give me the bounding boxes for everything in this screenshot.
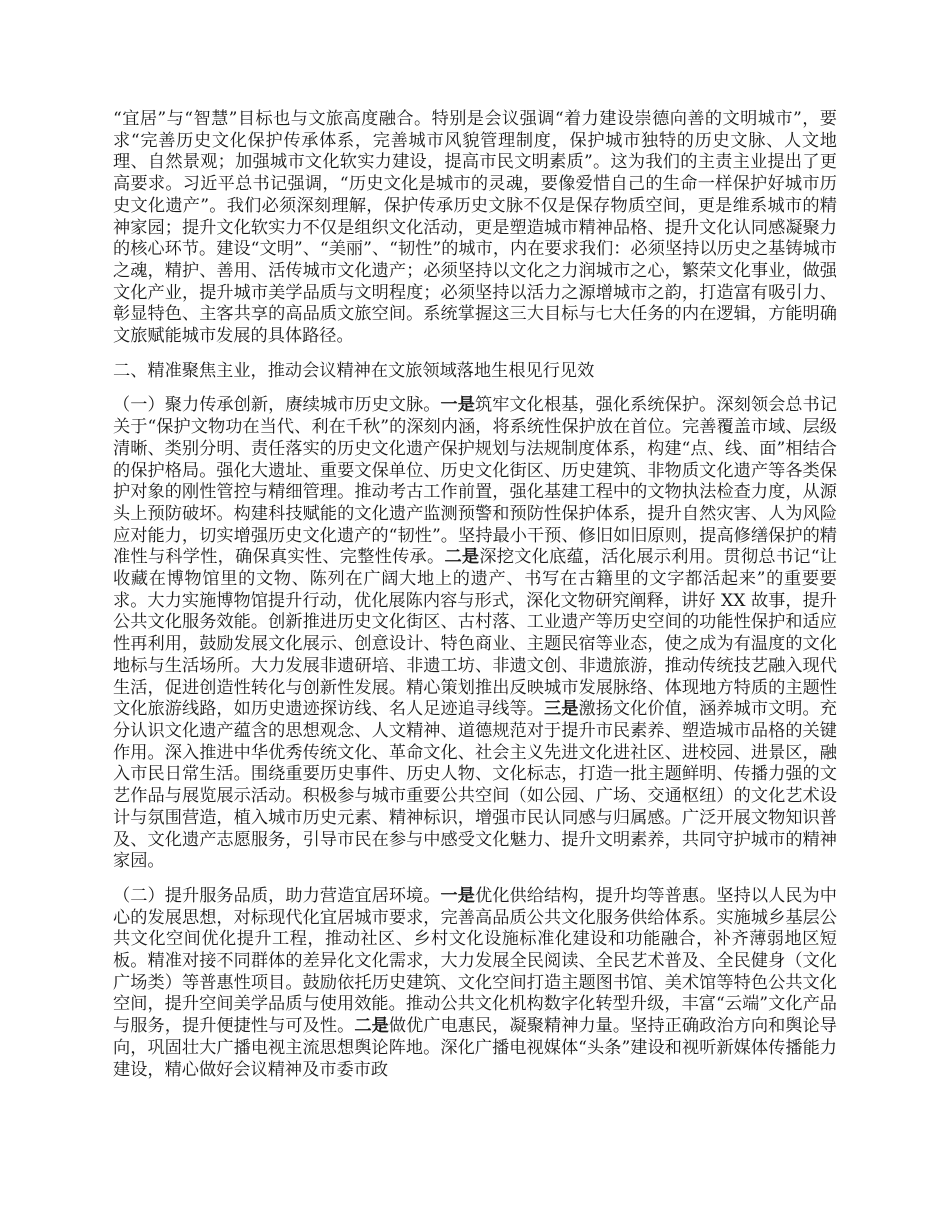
document-page <box>113 109 837 1094</box>
subsection-title: （二）提升服务品质，助力营造宜居环境。 <box>113 885 441 906</box>
paragraph-goals-summary <box>113 109 837 348</box>
paragraph-text: 筑牢文化根基，强化系统保护。深刻领会总书记关于“保护文物功在当代、利在千秋”的深刻内涵，将系统性保护放在首位。完善覆盖市域、层级清晰、类别分明、责任落实的历史文化遗产保护规划与法规制度体系，构建“点、线、面”相结合的保护格局。强化大遗址、重要文保单位、历史文化街区、历史建筑、非物质文化遗产等各类保护对象的刚性管控与精细管理。推动考古工作前置，强化基建工程中的文物执法检查力度，从源头上预防破坏。构建科技赋能的文化遗产监测预警和预防性保护体系，提升自然灾害、人为风险应对能力，切实增强历史文化遗产的“韧性”。坚持最小干预、修旧如旧原则，提高修缮保护的精准性与科学性，确保真实性、完整性传承。 <box>113 395 837 568</box>
bold-lead-3: 三是 <box>543 699 579 720</box>
paragraph-text: 深挖文化底蕴，活化展示利用。贯彻总书记“让收藏在博物馆里的文物、陈列在广阔大地上的遗产、书写在古籍里的文字都活起来”的重要要求。大力实施博物馆提升行动，优化展陈内容与形式，深化文物研究阐释，讲好 XX 故事，提升公共文化服务效能。创新推进历史文化街区、古村落、工业遗产等历史空间的功能性保护和适应性再利用，鼓励发展文化展示、创意设计、特色商业、主题民宿等业态，使之成为有温度的文化地标与生活场所。大力发展非遗研培、非遗工坊、非遗文创、非遗旅游，推动传统技艺融入现代生活，促进创造性转化与创新性发展。精心策划推出反映城市发展脉络、体现地方特质的主题性文化旅游线路，如历史遗迹探访线、名人足迹追寻线等。 <box>113 547 837 720</box>
bold-lead-2: 二是 <box>444 547 480 568</box>
paragraph-text: 激扬文化价值，涵养城市文明。充分认识文化遗产蕴含的思想观念、人文精神、道德规范对于提升市民素养、塑造城市品格的关键作用。深入推进中华优秀传统文化、革命文化、社会主义先进文化进社区、进校园、进景区，融入市民日常生活。围绕重要历史事件、历史人物、文化标志，打造一批主题鲜明、传播力强的文艺作品与展览展示活动。积极参与城市重要公共空间（如公园、广场、交通枢纽）的文化艺术设计与氛围营造，植入城市历史元素、精神标识，增强市民认同感与归属感。广泛开展文物知识普及、文化遗产志愿服务，引导市民在参与中感受文化魅力、提升文明素养，共同守护城市的精神家园。 <box>113 699 837 872</box>
heading-text: 二、精准聚焦主业，推动会议精神在文旅领域落地生根见行见效 <box>113 360 595 381</box>
bold-lead-1: 一是 <box>440 395 476 416</box>
section-heading-2 <box>113 361 837 383</box>
paragraph-text: “宜居”与“智慧”目标也与文旅高度融合。特别是会议强调“着力建设崇德向善的文明城市”，要求“完善历史文化保护传承体系，完善城市风貌管理制度，保护城市独特的历史文脉、人文地理、自然景观；加强城市文化软实力建设，提高市民文明素质”。这为我们的主责主业提出了更高要求。习近平总书记强调，“历史文化是城市的灵魂，要像爱惜自己的生命一样保护好城市历史文化遗产”。我们必须深刻理解，保护传承历史文脉不仅是保存物质空间，更是维系城市的精神家园；提升文化软实力不仅是组织文化活动，更是塑造城市精神品格、提升文化认同感凝聚力的核心环节。建设“文明”、“美丽”、“韧性”的城市，内在要求我们：必须坚持以历史之基铸城市之魂，精护、善用、活传城市文化遗产；必须坚持以文化之力润城市之心，繁荣文化事业，做强文化产业，提升城市美学品质与文明程度；必须坚持以活力之源增城市之韵，打造富有吸引力、彰显特色、主客共享的高品质文旅空间。系统掌握这三大目标与七大任务的内在逻辑，方能明确文旅赋能城市发展的具体路径。 <box>113 109 837 347</box>
paragraph-services <box>113 886 837 1081</box>
subsection-title: （一）聚力传承创新，赓续城市历史文脉。 <box>113 395 441 416</box>
paragraph-text: 做优广电惠民，凝聚精神力量。坚持正确政治方向和舆论导向，巩固壮大广播电视主流思想舆论阵地。深化广播电视媒体“头条”建设和视听新媒体传播能力建设，精心做好会议精神及市委市政 <box>113 1016 837 1080</box>
paragraph-heritage <box>113 395 837 872</box>
bold-lead-2: 二是 <box>354 1016 389 1037</box>
bold-lead-1: 一是 <box>440 885 476 906</box>
paragraph-text: 优化供给结构，提升均等普惠。坚持以人民为中心的发展思想，对标现代化宜居城市要求，完善高品质公共文化服务供给体系。实施城乡基层公共文化空间优化提升工程，推动社区、乡村文化设施标准化建设和功能融合，补齐薄弱地区短板。精准对接不同群体的差异化文化需求，大力发展全民阅读、全民艺术普及、全民健身（文化广场类）等普惠性项目。鼓励依托历史建筑、文化空间打造主题图书馆、美术馆等特色公共文化空间，提升空间美学品质与使用效能。推动公共文化机构数字化转型升级，丰富“云端”文化产品与服务，提升便捷性与可及性。 <box>113 885 837 1037</box>
